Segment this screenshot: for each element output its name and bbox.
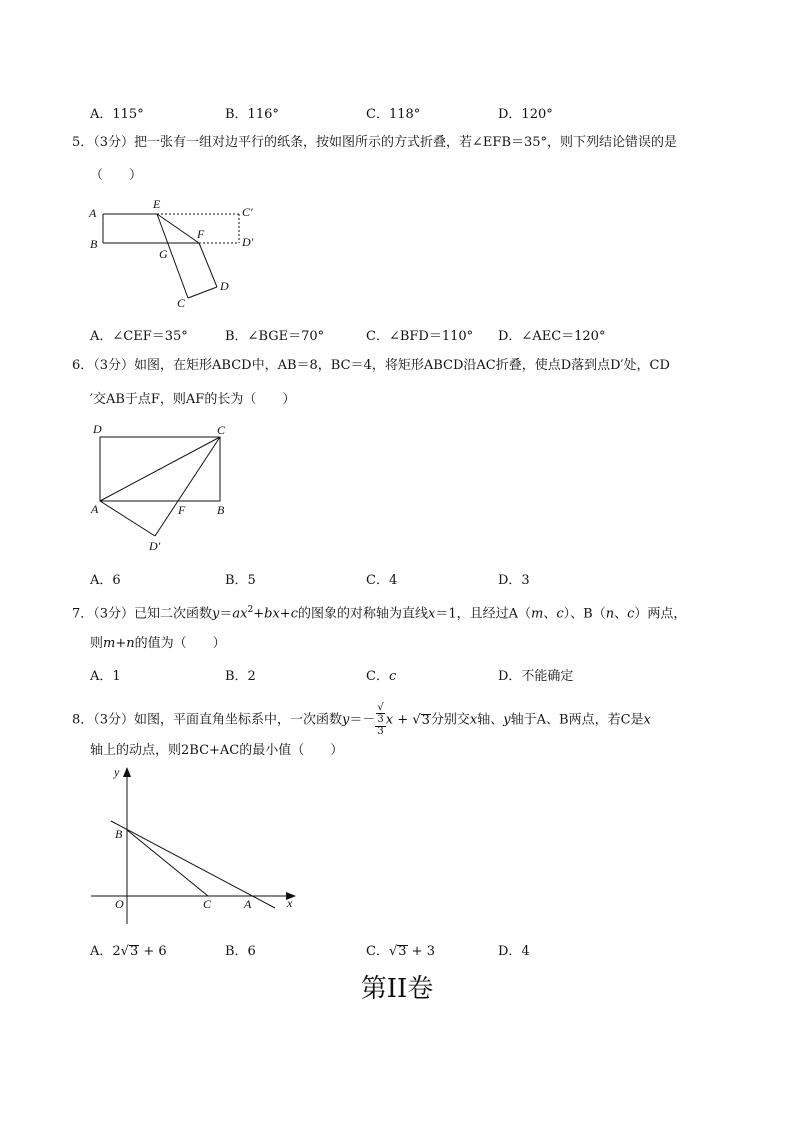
q5-option-a: A．∠CEF＝35° bbox=[90, 329, 188, 344]
q7-a-c: c bbox=[556, 606, 564, 622]
q8-label-c: C bbox=[203, 897, 212, 911]
q5-label-g: G bbox=[159, 247, 168, 261]
q8-label-y: y bbox=[114, 765, 120, 779]
q8-option-a: A．2√3 + 6 bbox=[90, 944, 167, 959]
q7-func-a: ax bbox=[232, 606, 248, 622]
q8-mid: 分别交 bbox=[430, 712, 470, 728]
q7-stem-line2 bbox=[90, 632, 226, 651]
section-title: 第II卷 bbox=[360, 974, 434, 1004]
q8-tail-x: x bbox=[643, 712, 651, 728]
q8-option-c-post: + 3 bbox=[407, 944, 435, 959]
q8-stem-line1: 8．（3分）如图，平面直角坐标系中，一次函数y＝－ √ 3 3 x + √3分别交x轴、y轴于A、B两点，若C是x bbox=[72, 702, 651, 737]
q8-stem-line2: 轴上的动点，则2BC+AC的最小值（ ） bbox=[90, 743, 344, 758]
q7-func-eq: ＝ bbox=[219, 606, 233, 622]
q7-a-m: m bbox=[531, 606, 544, 622]
q8-y: y bbox=[342, 712, 350, 728]
q7-option-d: D．不能确定 bbox=[498, 669, 574, 684]
q7-b-n: n bbox=[605, 606, 615, 622]
q7-b-c: c bbox=[627, 606, 635, 622]
q7-option-c-prefix: C． bbox=[366, 669, 389, 684]
q8-xaxis: x bbox=[469, 712, 478, 728]
q5-stem: 5．（3分）把一张有一组对边平行的纸条，按如图所示的方式折叠，若∠EFB＝35°，则下列结论错误的是 bbox=[72, 135, 678, 150]
q8-label-x: x bbox=[287, 896, 293, 910]
q6-stem-line1: 6．（3分）如图，在矩形ABCD中，AB＝8，BC＝4，将矩形ABCD沿AC折叠，使点D落到点D′处，CD bbox=[72, 358, 670, 373]
q8-plus: + bbox=[393, 712, 413, 728]
q7-mid2: ）、B（ bbox=[563, 606, 606, 622]
q5-paren: （ ） bbox=[90, 168, 143, 183]
q5-label-b: B bbox=[90, 237, 98, 251]
q7-func-y: y bbox=[212, 606, 220, 622]
q7-sep1: 、 bbox=[543, 606, 557, 622]
q6-option-d: D．3 bbox=[498, 573, 530, 588]
q8-sqrt3: 3 bbox=[421, 712, 430, 728]
q4-option-c: C．118° bbox=[366, 107, 421, 122]
q8-frac-den: 3 bbox=[377, 726, 384, 737]
q6-label-d-prime: D′ bbox=[149, 539, 161, 553]
q8-label-b: B bbox=[115, 827, 123, 841]
q7-middle: 的图象的对称轴为直线 bbox=[297, 606, 428, 622]
q7-line2-tail: 的值为（ ） bbox=[134, 636, 226, 651]
q7-line2-prefix: 则 bbox=[90, 636, 104, 651]
q7-prefix: 7．（3分）已知二次函数 bbox=[72, 606, 213, 622]
q5-option-c: C．∠BFD＝110° bbox=[366, 329, 474, 344]
q6-option-a: A．6 bbox=[90, 573, 121, 588]
q5-label-d: D bbox=[220, 279, 229, 293]
q8-eq: ＝－ bbox=[349, 712, 376, 728]
q6-option-b: B．5 bbox=[225, 573, 256, 588]
q5-figure bbox=[85, 195, 255, 310]
q7-sep2: 、 bbox=[614, 606, 628, 622]
q7-option-c bbox=[366, 665, 396, 684]
q6-label-a: A bbox=[91, 502, 99, 516]
q8-label-o: O bbox=[115, 897, 124, 911]
q8-option-b: B．6 bbox=[225, 944, 256, 959]
q8-prefix: 8．（3分）如图，平面直角坐标系中，一次函数 bbox=[72, 712, 343, 728]
q8-yaxis: y bbox=[503, 712, 511, 728]
q7-stem-line1 bbox=[72, 600, 686, 624]
q5-option-b: B．∠BGE＝70° bbox=[225, 329, 325, 344]
q6-label-b: B bbox=[217, 503, 225, 517]
q6-label-d: D bbox=[93, 422, 102, 436]
q7-option-c-var: c bbox=[388, 669, 397, 684]
q7-axis-x: x bbox=[428, 606, 436, 622]
q8-label-a: A bbox=[244, 897, 252, 911]
q8-option-a-pre: A．2 bbox=[90, 944, 121, 959]
q5-label-c: C bbox=[177, 296, 186, 310]
q7-expr: m+n bbox=[103, 636, 135, 651]
q8-x: x bbox=[385, 712, 394, 728]
q8-frac-num: 3 bbox=[377, 714, 384, 725]
q6-stem-line2: ′交AB于点F，则AF的长为（ ） bbox=[90, 392, 296, 407]
q6-label-f: F bbox=[178, 503, 186, 517]
q4-option-b: B．116° bbox=[225, 107, 279, 122]
q4-option-d: D．120° bbox=[498, 107, 553, 122]
q8-tail: 轴于A、B两点，若C是 bbox=[510, 712, 644, 728]
q6-option-c: C．4 bbox=[366, 573, 398, 588]
q8-mid2: 轴、 bbox=[477, 712, 504, 728]
q7-tail: ）两点， bbox=[634, 606, 687, 622]
q7-axis-val: ＝1，且经过A（ bbox=[435, 606, 532, 622]
q5-label-f: F bbox=[197, 227, 205, 241]
q6-label-c: C bbox=[217, 423, 226, 437]
q8-option-a-post: + 6 bbox=[139, 944, 167, 959]
q5-option-d: D．∠AEC＝120° bbox=[498, 329, 606, 344]
q5-label-e: E bbox=[153, 197, 161, 211]
q8-option-a-rad: 3 bbox=[129, 944, 139, 959]
q7-func-rest: +bx+c bbox=[253, 606, 298, 622]
q8-option-d: D．4 bbox=[498, 944, 530, 959]
q5-label-d-prime: D′ bbox=[242, 235, 254, 249]
q8-option-c: C．√3 + 3 bbox=[366, 944, 435, 959]
q6-figure bbox=[85, 420, 245, 555]
q7-func-sup: 2 bbox=[247, 605, 254, 615]
q5-label-a: A bbox=[89, 206, 97, 220]
q8-fraction: √ 3 3 bbox=[377, 702, 384, 737]
q8-option-c-pre: C． bbox=[366, 944, 389, 959]
q7-option-a: A．1 bbox=[90, 669, 121, 684]
q7-option-b: B．2 bbox=[225, 669, 256, 684]
q8-figure bbox=[85, 762, 305, 932]
q5-label-c-prime: C′ bbox=[242, 205, 253, 219]
q4-option-a: A．115° bbox=[90, 107, 144, 122]
q8-option-c-rad: 3 bbox=[398, 944, 407, 959]
